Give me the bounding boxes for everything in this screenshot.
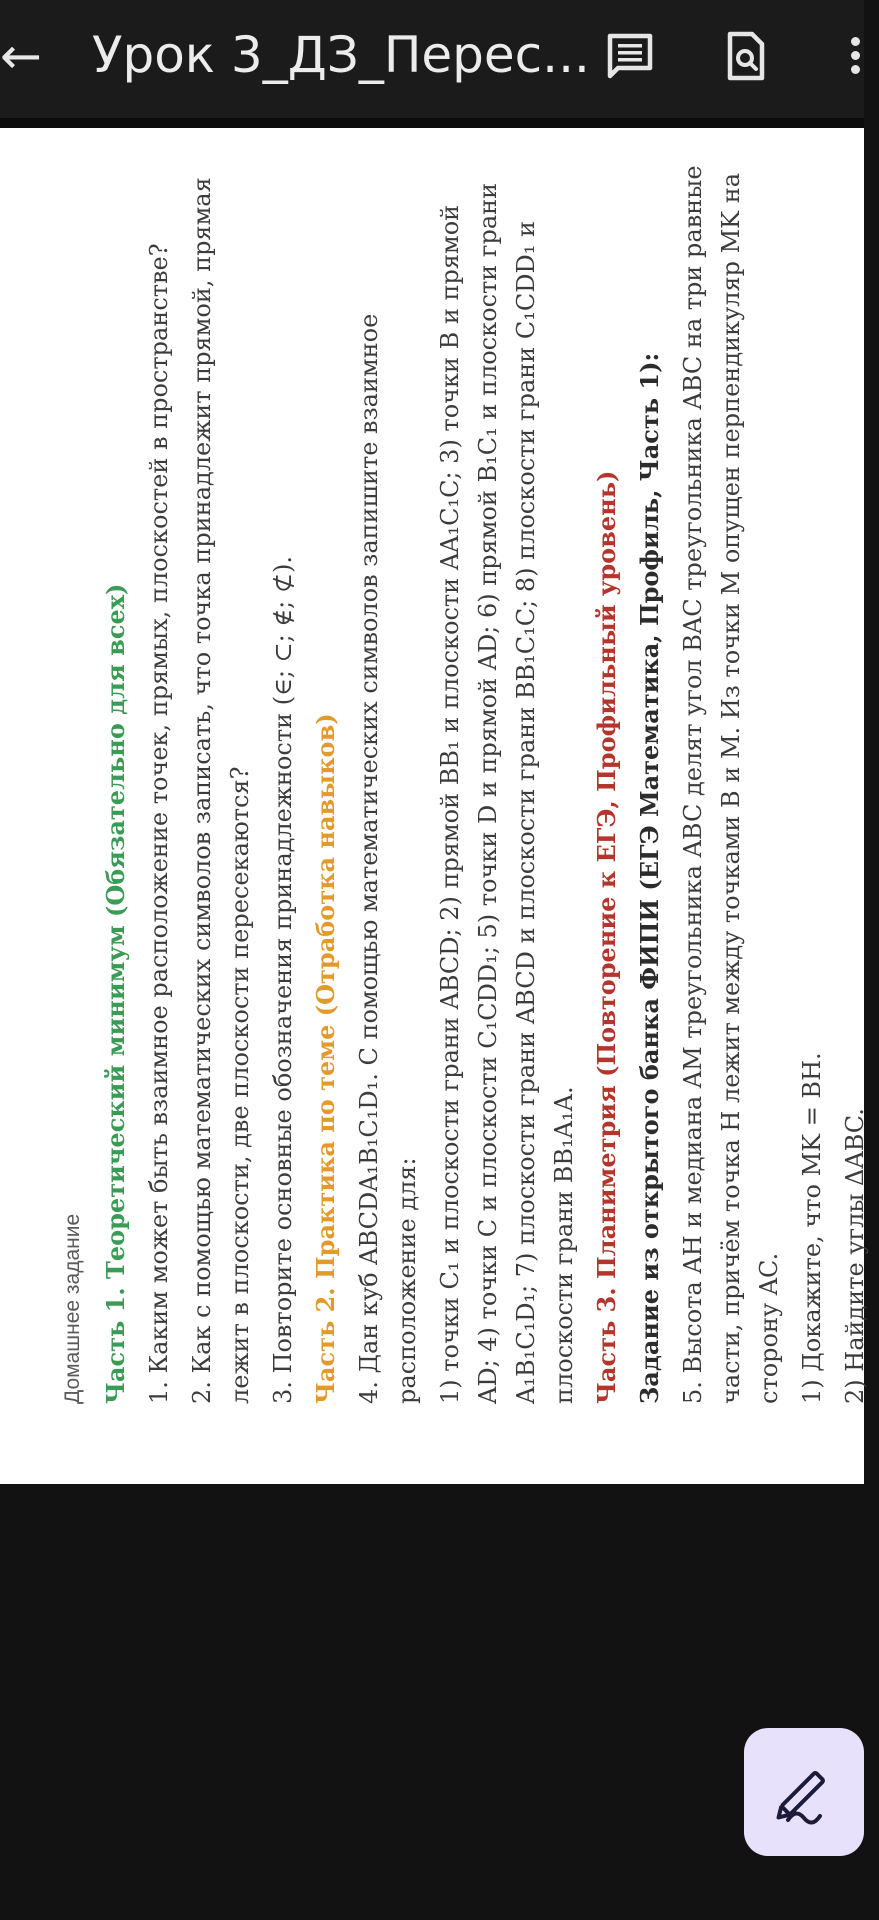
more-vertical-icon[interactable]: [846, 32, 864, 88]
edit-pen-icon: [744, 1728, 864, 1856]
doc-heading: Домашнее задание: [61, 1213, 84, 1404]
question-5: 5. Высота AH и медиана AM треугольника ABC делят угол BAC треугольника ABC на три равные части, причём точка H лежит между точками B и M. Из точки M опущен перпендикуляр MK на сторону AC.: [679, 165, 783, 1404]
appbar-divider: [0, 118, 864, 128]
part3-title: Часть 3. Планиметрия (Повторение к ЕГЭ, Профильный уровень): [592, 470, 621, 1404]
document-content: [54, 154, 879, 1404]
document-search-icon[interactable]: [720, 28, 772, 84]
bank-title: Задание из открытого банка ФИПИ (ЕГЭ Математика, Профиль, Часть 1):: [635, 352, 664, 1404]
question-5-part2: 2) Найдите углы ΔABC.: [841, 1108, 869, 1404]
edit-fab[interactable]: [744, 1728, 864, 1856]
question-4-intro: 4. Дан куб ABCDA₁B₁C₁D₁. С помощью математических символов запишите взаимное расположение для:: [355, 313, 421, 1404]
document-page: [0, 128, 869, 1484]
part1-title: Часть 1. Теоретический минимум (Обязательно для всех): [101, 583, 130, 1404]
top-app-bar: [0, 0, 864, 126]
question-3: 3. Повторите основные обозначения принадлежности (∈; ⊂; ∉; ⊄).: [269, 556, 297, 1404]
question-4-items: 1) точки C₁ и плоскости грани ABCD; 2) прямой BB₁ и плоскости AA₁C₁C; 3) точки B и прямой AD; 4) точки C и плоскости C₁CDD₁; 5) точки D и прямой AD; 6) прямой B₁C₁ и плоскости грани A₁B₁C₁D₁; 7) плоскости грани ABCD и плоскости грани BB₁C₁C; 8) плоскости грани C₁CDD₁ и плоскости грани BB₁A₁A.: [436, 182, 578, 1404]
comment-icon[interactable]: [604, 28, 656, 84]
question-1: 1. Каким может быть взаимное расположение точек, прямых, плоскостей в пространстве?: [145, 243, 173, 1404]
question-5-part1: 1) Докажите, что MK = BH.: [798, 1052, 826, 1404]
arrow-left-icon[interactable]: ←: [0, 27, 42, 85]
rotated-document: [0, 128, 869, 1484]
document-title: Урок 3_ДЗ_Перес...: [92, 26, 590, 84]
part2-title: Часть 2. Практика по теме (Отработка навыков): [311, 713, 340, 1404]
question-2: 2. Как с помощью математических символов записать, что точка принадлежит прямой, прямая лежит в плоскости, две плоскости пересекаются?: [188, 177, 254, 1404]
